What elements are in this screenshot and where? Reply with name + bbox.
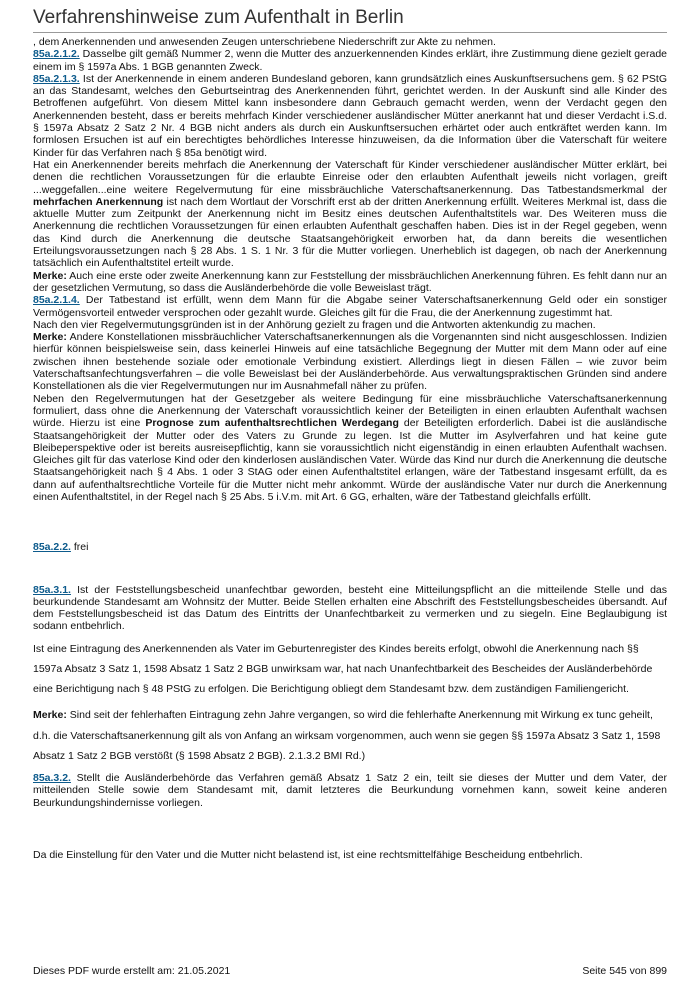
section-ref-85a-3-1: 85a.3.1. [33, 583, 71, 596]
paragraph-text: Hat ein Anerkennender bereits mehrfach die Anerkennung der Vaterschaft für Kinder verschiedener ausländischer Mütter erklärt, bei denen die rechtlichen Voraussetzungen für die erlaubte Einreise oder den erlaubten Aufenthalt jeweils nicht vorlagen, greift ...weggefallen...eine weitere Regelvermutung für eine missbräuchliche Vaterschaftsanerkennung. Das Tatbestandsmerkmal der [33, 158, 667, 196]
paragraph-text: ist nach dem Wortlaut der Vorschrift erst ab der dritten Anerkennung erfüllt. Weiteres Merkmal ist, dass die aktuelle Mutter zum Zeitpunkt der Anerkennung nicht im Besitz eines deutschen Aufenthaltstitels war. Des Weiteren muss die Anerkennung die rechtlichen Voraussetzungen für einen erlaubten Aufenthalt geschaffen haben. Dies ist in der Regel gegeben, wenn das Kind durch die Anerkennung die deutsche Staatsangehörigkeit erworben hat, da dann bereits die wesentlichen Erteilungsvoraussetzungen nach § 28 Abs. 1 S. 1 Nr. 3 für die Mutter vorliegen. Unerheblich ist dagegen, ob nach der Anerkennung tatsächlich ein Aufenthaltstitel erteilt wurde. [33, 195, 668, 270]
paragraph [33, 705, 667, 766]
paragraph-text: Dasselbe gilt gemäß Nummer 2, wenn die Mutter des anzuerkennenden Kindes erklärt, ihre Zustimmung diene gezielt gerade einem im § 1597a Abs. 1 BGB genannten Zweck. [33, 48, 667, 73]
spacer [33, 503, 667, 541]
paragraph-text: , dem Anerkennenden und anwesenden Zeugen unterschriebene Niederschrift zur Akte zu nehmen. [33, 36, 496, 48]
paragraph-text: Andere Konstellationen missbräuchlicher Vaterschaftsanerkennungen als die Vorgenannten sind nicht ausgeschlossen. Indizien hierfür können beispielsweise sein, dass keinerlei Hinweis auf eine tatsächliche Begegnung der Mutter mit dem Mann oder auf eine zwischen ihnen bestehende soziale oder emotionale Verbindung existiert. Allerdings liegt in diesen Fällen – wie zuvor beim Vaterschaftsanfechtungsverfahren – die volle Beweislast bei der Ausländerbehörde. Aus verwaltungspraktischen Gründen sind andere Konstellationen als die vier Regelvermutungen nur im Ausnahmefall näher zu prüfen. [33, 331, 667, 393]
bold-term: Prognose zum aufenthaltsrechtlichen Werdegang [145, 417, 399, 430]
paragraph [33, 772, 667, 809]
document-page [33, 6, 667, 861]
merke-label: Merke: [33, 269, 67, 282]
paragraph-text: Da die Einstellung für den Vater und die Mutter nicht belastend ist, ist eine rechtsmittelfähige Bescheidung entbehrlich. [33, 848, 583, 861]
paragraph-text: frei [70, 541, 89, 554]
paragraph-text: Neben den Regelvermutungen hat der Gesetzgeber als weitere Bedingung für eine missbräuchliche Vaterschaftsanerkennung formuliert, dass ohne die Anerkennung der Vaterschaft voraussichtlich keiner der Beteiligten in einen erlaubten Aufenthalt wachsen würde. Hierzu ist eine [33, 392, 667, 430]
section-ref-85a-3-2: 85a.3.2. [33, 771, 71, 784]
section-ref-85a-2-1-2: 85a.2.1.2. [33, 48, 80, 61]
page-title: Verfahrenshinweise zum Aufenthalt in Berlin [33, 7, 404, 28]
paragraph [33, 584, 667, 633]
spacer [33, 809, 667, 849]
title-divider [33, 32, 667, 33]
paragraph [33, 48, 667, 73]
paragraph [33, 270, 667, 295]
document-body [33, 36, 667, 861]
spacer [33, 554, 667, 584]
paragraph-text: Ist eine Eintragung des Anerkennenden als Vater im Geburtenregister des Kindes bereits erfolgt, obwohl die Anerkennung nach §§ 1597a Absatz 3 Satz 1, 1598 Absatz 1 Satz 2 BGB unwirksam war, hat nach Unanfechtbarkeit des Bescheides der Ausländerbehörde eine Berichtigung nach § 48 PStG zu erfolgen. Die Berichtigung obliegt dem Standesamt bzw. dem zuständigen Familiengericht. [33, 642, 653, 696]
paragraph-text: Sind seit der fehlerhaften Eintragung zehn Jahre vergangen, so wird die fehlerhafte Anerkennung mit Wirkung ex tunc geheilt, d.h. die Vaterschaftsanerkennung gilt als von Anfang an wirksam vorgenommen, auch wenn sie gegen §§ 1597a Absatz 3 Satz 1, 1598 Absatz 1 Satz 2 BGB verstößt (§ 1598 Absatz 2 BGB). 2.1.3.2 BMI Rd.) [33, 709, 661, 762]
paragraph-text: Auch eine erste oder zweite Anerkennung kann zur Feststellung der missbräuchlichen Anerkennung führen. Es fehlt dann nur an der gesetzlichen Vermutung, so dass die Ausländerbehörde die volle Beweislast trägt. [33, 269, 667, 294]
merke-label: Merke: [33, 331, 67, 344]
section-ref-85a-2-1-3: 85a.2.1.3. [33, 72, 80, 85]
paragraph-text: Der Tatbestand ist erfüllt, wenn dem Mann für die Abgabe seiner Vaterschaftsanerkennung Geld oder ein sonstiger Vermögensvorteil entweder versprochen oder gezahlt wurde. Gleiches gilt für die Frau, die der Anerkennung zugestimmt hat. [33, 294, 667, 319]
paragraph [33, 159, 667, 270]
section-ref-85a-2-1-4: 85a.2.1.4. [33, 294, 80, 307]
paragraph [33, 541, 667, 553]
page-number: Seite 545 von 899 [582, 965, 667, 977]
paragraph-text: Ist der Feststellungsbescheid unanfechtbar geworden, besteht eine Mitteilungspflicht an die mitteilende Stelle und das beurkundende Standesamt am Wohnsitz der Mutter. Beide Stellen erhalten eine Abschrift des Feststellungsbescheides übersandt. Auf dem Feststellungsbescheid ist das Datum des Eintritts der Unanfechtbarkeit zu vermerken und zu siegeln. Eine Beglaubigung ist sodann entbehrlich. [33, 583, 667, 633]
paragraph-text: der Beteiligten erforderlich. Dabei ist die ausländische Staatsangehörigkeit der Mutter oder des Vaters zu Grunde zu legen. Ist die Mutter im Asylverfahren und hat keine gute Bleibeperspektive oder ist bereits ausreisepflichtig, kann sie voraussichtlich nicht eigenständig in einen erlaubten Aufenthalt wachsen. Gleiches gilt für das vaterlose Kind oder den kinderlosen ausländischen Vater. Würde das Kind nur durch die Anerkennung die deutsche Staatsangehörigkeit nach § 4 Abs. 1 oder 3 StAG oder einen Aufenthaltstitel erlangen, wäre der Tatbestand insgesamt erfüllt, da es dann auf aufenthaltsrechtliche Vorteile für die Mutter nicht mehr ankommt. Würde der ausländische Vater nur durch die Anerkennung einen Aufenthaltstitel, in der Regel nach § 25 Abs. 5 i.V.m. mit Art. 6 GG, erhalten, wäre der Tatbestand gleichfalls erfüllt. [33, 417, 667, 503]
loose-section [33, 639, 667, 766]
paragraph [33, 331, 667, 392]
paragraph-text: Nach den vier Regelvermutungsgründen ist in der Anhörung gezielt zu fragen und die Antworten aktenkundig zu machen. [33, 318, 596, 331]
paragraph-text: Ist der Anerkennende in einem anderen Bundesland geboren, kann grundsätzlich eines Auskunftsersuchens gem. § 62 PStG an das Standesamt, welches den Geburtseintrag des Anerkennenden führt, gerichtet werden. In der Auskunft sind alle Kinder des Betroffenen aufgeführt. Von diesem Mittel kann insbesondere dann Gebrauch gemacht werden, wenn der Verdacht gegen den Anerkennenden besteht, dass er bereits mehrfach Kinder verschiedener ausländischer Mütter anerkannt hat und dieser Verdacht i.S.d. § 1597a Absatz 2 Satz 2 Nr. 4 BGB nicht anders als durch ein Auskunftsersuchen erhärtet oder auch entkräftet werden kann. Im formlosen Ersuchen ist auf ein berechtigtes behördliches Interesse hinzuweisen, da die Information über die Vaterschaft für weitere Kinder für das Verfahren nach § 85a benötigt wird. [33, 72, 667, 159]
paragraph [33, 294, 667, 319]
section-ref-85a-2-2: 85a.2.2. [33, 541, 71, 554]
merke-label: Merke: [33, 709, 67, 722]
bold-term: mehrfachen Anerkennung [33, 195, 164, 208]
paragraph [33, 393, 667, 504]
paragraph [33, 639, 667, 700]
paragraph-text: Stellt die Ausländerbehörde das Verfahren gemäß Absatz 1 Satz 2 ein, teilt sie dieses der Mutter und dem Vater, der mitteilenden Stelle sowie dem Standesamt mit, damit letzteres die Beurkundung vornehmen kann, soweit keine anderen Beurkundungshindernisse vorliegen. [33, 771, 667, 809]
paragraph [33, 319, 667, 331]
paragraph [33, 849, 667, 861]
paragraph [33, 36, 667, 48]
creation-date: Dieses PDF wurde erstellt am: 21.05.2021 [33, 965, 231, 977]
paragraph [33, 73, 667, 159]
page-footer [33, 965, 667, 977]
